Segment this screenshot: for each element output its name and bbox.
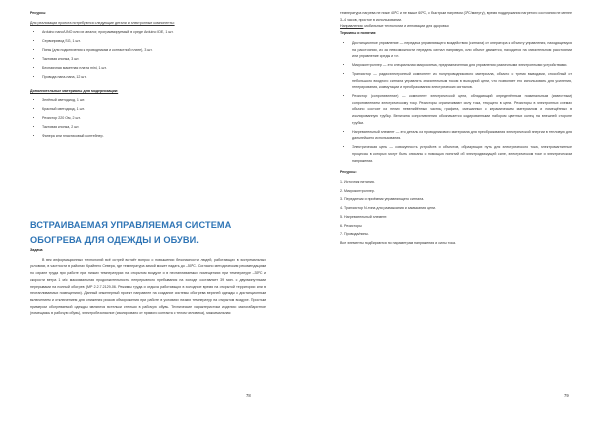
list-item: • Сервопривод SG, 1 шт. (42, 38, 266, 45)
resources-intro: Для реализации проекта потребуются следующие детали и электронные компоненты: (30, 20, 175, 25)
resources-list (30, 29, 266, 80)
term-item: • Транзистор — радиоэлектронный компонент из полупроводникового материала, обычно с тремя выводами, способный от небольшого входного сигнала управлять значительным током в выходной цепи, что позволяет его использовать для усиления, генерирования, коммутации и преобразования электрических сигналов. (352, 71, 572, 91)
list-item: • Красный светодиод, 1 шт. (42, 106, 266, 113)
list-item: • Резистор 220 Ом, 2 шт. (42, 115, 266, 122)
list-item: • Беспаячная макетная плата mini, 1 шт. (42, 65, 266, 72)
directions-text: мобильные технологии и инновации для здоровья (364, 24, 449, 29)
resources-heading: Ресурсы: (340, 170, 357, 175)
list-item: 4. Транзистор N-типа для размыкания и замыкания цепи. (340, 206, 437, 211)
terms-list (340, 40, 572, 164)
left-column (30, 10, 266, 142)
term-item: • Электрическая цепь — совокупность устройств и объектов, образующих путь для электрического тока, электромагнитные процессы в которых могут быть описаны с помощью понятий об электродвижущей силе, электрическом токе и электрическом напряжении. (352, 144, 572, 164)
right-column (340, 10, 572, 247)
list-item: • Пины (для подключения к проводникам и контактной плате), 3 шт. (42, 47, 266, 54)
term-item: • Резистор (сопротивление) — компонент электрической цепи, обладающий определённым номинальным (известным) сопротивлением электрическому току. Резисторы ограничивают силу тока, текущего в цепи. Резисторы в электронных схемах обычно состоят из нелих невелийённых частиц графита, смешанных с керамическим материалом и помещённых в изолированную трубку. Величина сопротивления обозначается кодированными набором цветных колец на внешней стороне трубки. (352, 93, 572, 127)
term-item: • Нагревательный элемент — это деталь из проводникового материала для преобразования электрической энергии в тепловую для дальнейшего использования. (352, 129, 572, 142)
directions-line (340, 23, 572, 30)
intro-text: температура нагрева не ниже 40ºС и не выше 60ºС, с быстрым нагревом (3ºС/минуту), время поддержания нагретого состояния не менее 3–4 часов, простое в использовании. (340, 11, 572, 22)
list-item: 5. Нагревательный элемент. (340, 214, 388, 219)
extra-materials-list (30, 97, 266, 139)
term-item: • Микроконтроллер — это специальная микросхема, предназначенная для управления различными электронными устройствами. (352, 62, 572, 69)
task-heading: Задача (30, 248, 43, 252)
page-number: 78 (246, 393, 251, 398)
directions-label: Направления: (340, 24, 364, 29)
list-item: 3. Передатчик и приёмник управляющего сигнала. (340, 197, 425, 202)
list-item: 1. Источник питания. (340, 180, 375, 185)
list-item: • Тактовая кнопка, 2 шт. (42, 124, 266, 131)
extra-materials-heading: Дополнительные материалы для модернизации: (30, 88, 119, 93)
list-item: • Фанера или пластиковый контейнер. (42, 133, 266, 140)
page-number: 79 (564, 393, 569, 398)
terms-heading: Термины и понятия: (340, 31, 377, 36)
list-item: • Зелёный светодиод, 1 шт. (42, 97, 266, 104)
resources-heading: Ресурсы (30, 11, 46, 15)
term-item: • Дистанционное управление — передача управляющего воздействия (сигнала) от оператора к объекту управления, находящемуся на расстоянии, из за невозможности передать сигнал напрямую, или объект движется, находится на значительном расстоянии или управление среды и т.п. (352, 40, 572, 60)
list-item: • Arduino nano/UNO или их аналог, программируемый в среде Arduino IDE, 1 шт. (42, 29, 266, 36)
list-item: 2. Микроконтроллер. (340, 188, 375, 193)
right-page (300, 0, 600, 424)
resources-note: Все элементы подбираются по параметрам напряжения и силы тока. (340, 240, 456, 245)
resources-numbered-list (340, 179, 572, 238)
list-item: • Провода папа-папа, 12 шт. (42, 74, 266, 81)
task-block (30, 247, 266, 317)
list-item: 7. Провода/пины. (340, 232, 369, 237)
task-text: В век информационных технологий всё острей встаёт вопрос о повышении безопасности людей, работающих в экстремальных условиях, в частности в районах Крайнего Севера, где температура зимой может падать до –50ºС. Согласно методическим рекомендациям по охране труда при работе при низких температурах на открытом воздухе и в неотапливаемых помещениях при температуре –35ºС и скорости ветра 1 м/с максимальная продолжительность непрерывного пребывания на холоде составляет 39 мин. с двухминутными перерывами на полный обогрев (МР 2.2.7.2129-06. Режимы труда и отдыха работающих в холодное время на открытой территории или в неотапливаемых помещениях). Данный инженерный проект направлен на создание системы обогрева верхней одежды с дистанционным включением и отключением для снижения рисков обморожения при работе в условиях низких температур на открытом воздухе. Простым примером обогреваемой одежды являются встельки стельки в рабочую обувь. Технические характеристики изделия: малогабаритное (помещаясь в рабочую обувь), электробезопасное (изолировано от прямого контакта с телом человека), максимальная (30, 257, 266, 316)
section-title: ВСТРАИВАЕМАЯ УПРАВЛЯЕМАЯ СИСТЕМА ОБОГРЕВА ДЛЯ ОДЕЖДЫ И ОБУВИ. (30, 220, 232, 245)
list-item: • Тактовая кнопка, 3 шт. (42, 56, 266, 63)
list-item: 6. Резисторы (340, 223, 362, 228)
